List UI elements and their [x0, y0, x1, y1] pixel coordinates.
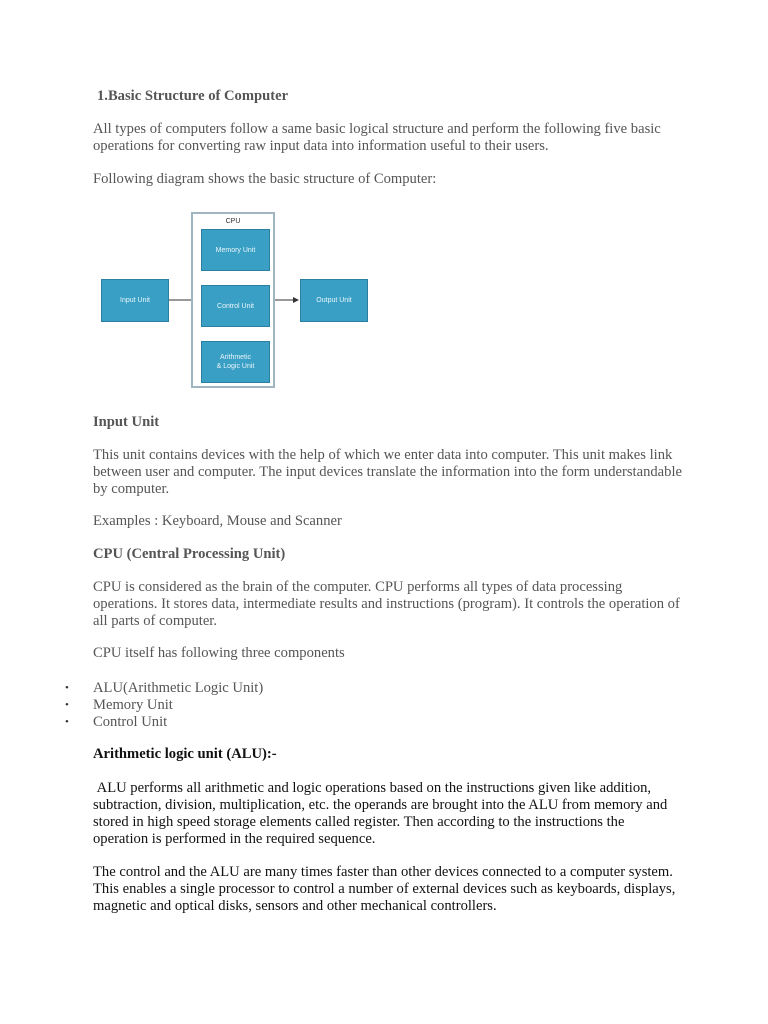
alu-title: Arithmetic logic unit (ALU):-: [93, 746, 277, 762]
cpu-components-list: [65, 680, 263, 731]
alu-paragraph-1: ALU performs all arithmetic and logic operations based on the instructions given like addition, subtraction, division, multiplication, etc. the operands are brought into the ALU from memory and stored in high speed storage elements called register. Then according to the instructions the operation is performed in the required sequence.: [93, 780, 671, 847]
page-heading: 1.Basic Structure of Computer: [97, 88, 289, 104]
cpu-paragraph: CPU is considered as the brain of the computer. CPU performs all types of data processing operations. It stores data, intermediate results and instructions (program). It controls the operation of all parts of computer.: [93, 579, 680, 629]
output-unit-box: Output Unit: [300, 279, 368, 322]
diagram-caption: Following diagram shows the basic structure of Computer:: [93, 171, 437, 187]
alu-box-line2: & Logic Unit: [216, 363, 255, 370]
cpu-label: CPU: [225, 218, 241, 225]
cpu-components-intro: CPU itself has following three components: [93, 645, 345, 661]
cpu-title: CPU (Central Processing Unit): [93, 546, 286, 562]
list-item: • Control Unit: [65, 714, 263, 731]
input-unit-paragraph: This unit contains devices with the help of which we enter data into computer. This unit makes link between user and computer. The input devices translate the information into the form understandable by computer.: [93, 447, 682, 497]
input-examples: Examples : Keyboard, Mouse and Scanner: [93, 513, 342, 529]
input-unit-box: Input Unit: [101, 279, 169, 322]
control-unit-box: Control Unit: [201, 285, 270, 327]
memory-unit-box: Memory Unit: [201, 229, 270, 271]
intro-paragraph: All types of computers follow a same basic logical structure and perform the following five basic operations for converting raw input data into information useful to their users.: [93, 121, 661, 154]
alu-box: [201, 341, 270, 383]
input-unit-title: Input Unit: [93, 414, 160, 430]
computer-structure-diagram: [96, 208, 376, 393]
alu-box-line1: Arithmetic: [219, 354, 252, 361]
alu-paragraph-2: The control and the ALU are many times faster than other devices connected to a computer system. This enables a single processor to control a number of external devices such as keyboards, displays, magnetic and optical disks, sensors and other mechanical controllers.: [93, 864, 676, 914]
list-item: • ALU(Arithmetic Logic Unit): [65, 680, 263, 697]
list-item: • Memory Unit: [65, 697, 263, 714]
